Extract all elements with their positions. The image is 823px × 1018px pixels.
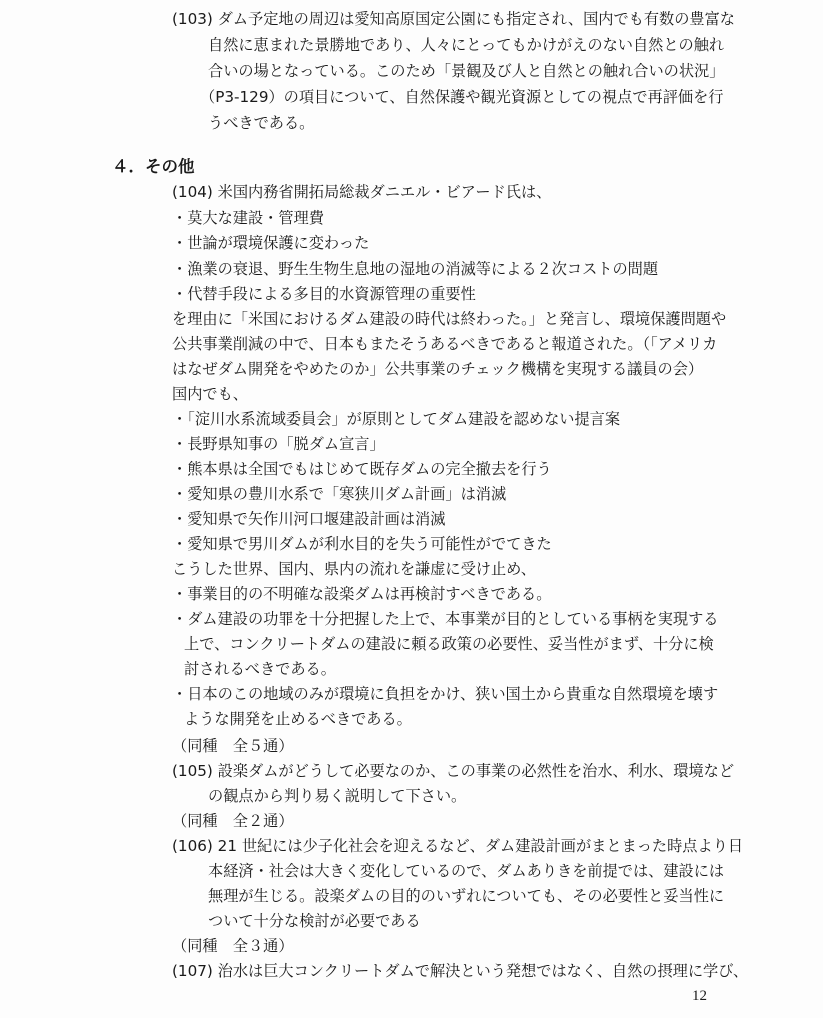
text-line: を理由に「米国におけるダム建設の時代は終わった。」と発言し、環境保護問題や [172, 310, 727, 328]
list-item: ・熊本県は全国でもはじめて既存ダムの完全撤去を行う [172, 460, 552, 478]
list-item: ・愛知県で矢作川河口堰建設計画は消滅 [172, 510, 446, 528]
count-note: （同種 全３通） [172, 937, 294, 955]
text-line: の観点から判り易く説明して下さい。 [208, 787, 467, 805]
text-line: （P3-129）の項目について、自然保護や観光資源としての視点で再評価を行 [200, 88, 724, 106]
text-line: (106) 21 世紀には少子化社会を迎えるなど、ダム建設計画がまとまった時点より日 [172, 837, 744, 855]
text-line: はなぜダム開発をやめたのか」公共事業のチェック機構を実現する議員の会） [172, 360, 704, 378]
list-item: ・事業目的の不明確な設楽ダムは再検討すべきである。 [172, 585, 552, 603]
list-item: ・愛知県で男川ダムが利水目的を失う可能性がでてきた [172, 535, 552, 553]
text-line: 討されるべきである。 [184, 660, 336, 678]
list-item: ・ダム建設の功罪を十分把握した上で、本事業が目的としている事柄を実現する [172, 610, 719, 628]
text-line: ような開発を止めるべきである。 [184, 710, 412, 728]
text-line: ついて十分な検討が必要である [208, 912, 421, 930]
section-heading: ４．その他 [112, 157, 195, 176]
text-line: 自然に恵まれた景勝地であり、人々にとってもかけがえのない自然との触れ [208, 36, 725, 54]
list-item: ・長野県知事の「脱ダム宣言」 [172, 435, 385, 453]
text-line: うべきである。 [208, 114, 315, 132]
text-line: (107) 治水は巨大コンクリートダムで解決という発想ではなく、自然の摂理に学び、 [172, 962, 749, 980]
text-line: 上で、コンクリートダムの建設に頼る政策の必要性、妥当性がまず、十分に検 [184, 635, 714, 653]
text-line: (103) ダム予定地の周辺は愛知高原国定公園にも指定され、国内でも有数の豊富な [172, 10, 735, 28]
count-note: （同種 全２通） [172, 812, 294, 830]
list-item: ・漁業の衰退、野生生物生息地の湿地の消滅等による２次コストの問題 [172, 260, 658, 278]
list-item: ・日本のこの地域のみが環境に負担をかけ、狭い国土から貴重な自然環境を壊す [172, 685, 719, 703]
text-line: 国内でも、 [172, 385, 248, 403]
list-item: ・莫大な建設・管理費 [172, 209, 324, 227]
list-item: ・「淀川水系流域委員会」が原則としてダム建設を認めない提言案 [172, 410, 621, 428]
text-line: こうした世界、国内、県内の流れを謙虚に受け止め、 [172, 560, 536, 578]
text-line: 公共事業削減の中で、日本もまたそうあるべきであると報道された。（「アメリカ [172, 335, 718, 353]
page-number: 12 [692, 988, 707, 1004]
text-line: 本経済・社会は大きく変化しているので、ダムありきを前提では、建設には [208, 862, 725, 880]
text-line: 無理が生じる。設楽ダムの目的のいずれについても、その必要性と妥当性に [208, 887, 725, 905]
list-item: ・代替手段による多目的水資源管理の重要性 [172, 285, 476, 303]
count-note: （同種 全５通） [172, 737, 294, 755]
text-line: 合いの場となっている。このため「景観及び人と自然との触れ合いの状況」 [208, 62, 725, 80]
text-line: (105) 設楽ダムがどうして必要なのか、この事業の必然性を治水、利水、環境など [172, 762, 735, 780]
list-item: ・世論が環境保護に変わった [172, 234, 370, 252]
text-line: (104) 米国内務省開拓局総裁ダニエル・ビアード氏は、 [172, 183, 552, 201]
list-item: ・愛知県の豊川水系で「寒狭川ダム計画」は消滅 [172, 485, 507, 503]
